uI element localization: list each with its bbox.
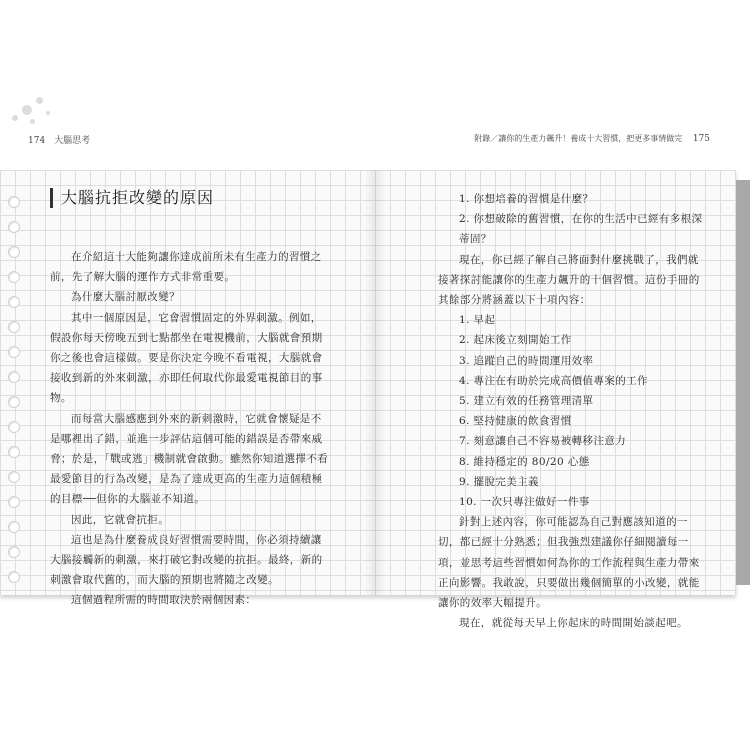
- left-page-body: [50, 247, 330, 611]
- habit-item: 5. 建立有效的任務管理清單: [459, 395, 594, 408]
- habit-item: 6. 堅持健康的飲食習慣: [459, 415, 572, 428]
- paragraph: 這個過程所需的時間取決於兩個因素：: [71, 594, 257, 607]
- right-page-body: [438, 189, 703, 633]
- book-title: 大腦思考: [54, 136, 91, 146]
- habit-item: 7. 刻意讓自己不容易被轉移注意力: [459, 435, 627, 448]
- right-page-number: 175: [692, 134, 710, 144]
- paragraph: 在介紹這十大能夠讓你達成前所未有生產力的習慣之前，先了解大腦的運作方式非常重要。: [50, 251, 322, 284]
- paragraph: 這也是為什麼養成良好習慣需要時間，你必須持續讓大腦接觸新的刺激，來打破它對改變的抗拒。最終，新的刺激會取代舊的，而大腦的預期也將隨之改變。: [50, 533, 323, 587]
- section-title: 大腦抗拒改變的原因: [50, 188, 214, 208]
- habit-item: 1. 早起: [459, 314, 496, 327]
- left-page-number: 174: [28, 136, 46, 146]
- page-gutter: [364, 170, 386, 595]
- book-edge: [736, 180, 750, 585]
- paragraph: 為什麼大腦討厭改變？: [71, 291, 180, 304]
- paragraph: 現在，就從每天早上你起床的時間開始談起吧。: [459, 617, 688, 630]
- question-item: 2. 你想破除的舊習慣，在你的生活中已經有多根深蒂固？: [459, 213, 703, 246]
- habit-item: 10. 一次只專注做好一件事: [459, 496, 590, 509]
- paragraph: 針對上述內容，你可能認為自己對應該知道的一切，都已經十分熟悉；但我強烈建議你仔細閱讀每一項，並思考這些習慣如何為你的工作流程與生產力帶來正向影響。我敢說，只要做出幾個簡單的小改變，就能讓你的效率大幅提升。: [438, 516, 700, 610]
- left-page-header: [28, 133, 90, 146]
- question-item: 1. 你想培養的習慣是什麼？: [459, 193, 594, 205]
- paragraph: 現在，你已經了解自己將面對什麼挑戰了，我們就接著探討能讓你的生產力飆升的十個習慣。這份手冊的其餘部分將涵蓋以下十項內容：: [438, 253, 700, 307]
- habit-item: 8. 維持穩定的 80/20 心態: [459, 455, 590, 468]
- paragraph: 而每當大腦感應到外來的新刺激時，它就會懷疑是不是哪裡出了錯，並進一步評估這個可能的錯誤是否帶來威脅；於是，「戰或逃」機制就會啟動。雖然你知道選擇不看最愛節目的行為改變，是為了達成更高的生產力這個積極的目標──但你的大腦並不知道。: [50, 412, 329, 506]
- running-title: 附錄／讓你的生產力飆升！養成十大習慣，把更多事情做完: [474, 134, 683, 143]
- habit-item: 9. 擺脫完美主義: [459, 475, 539, 488]
- decorative-dots: [10, 95, 70, 135]
- right-page-header: [474, 133, 710, 144]
- habit-item: 2. 起床後立刻開始工作: [459, 334, 572, 347]
- paragraph: 因此，它就會抗拒。: [71, 513, 170, 526]
- habit-item: 3. 追蹤自己的時間運用效率: [459, 354, 594, 367]
- paragraph: 其中一個原因是，它會習慣固定的外界刺激。例如，假設你每天傍晚五到七點都坐在電視機前，大腦就會預期你之後也會這樣做。要是你決定今晚不看電視，大腦就會接收到新的外來刺激，亦即任何取代你最愛電視節目的事物。: [50, 311, 323, 405]
- habit-item: 4. 專注在有助於完成高價值專案的工作: [459, 374, 648, 387]
